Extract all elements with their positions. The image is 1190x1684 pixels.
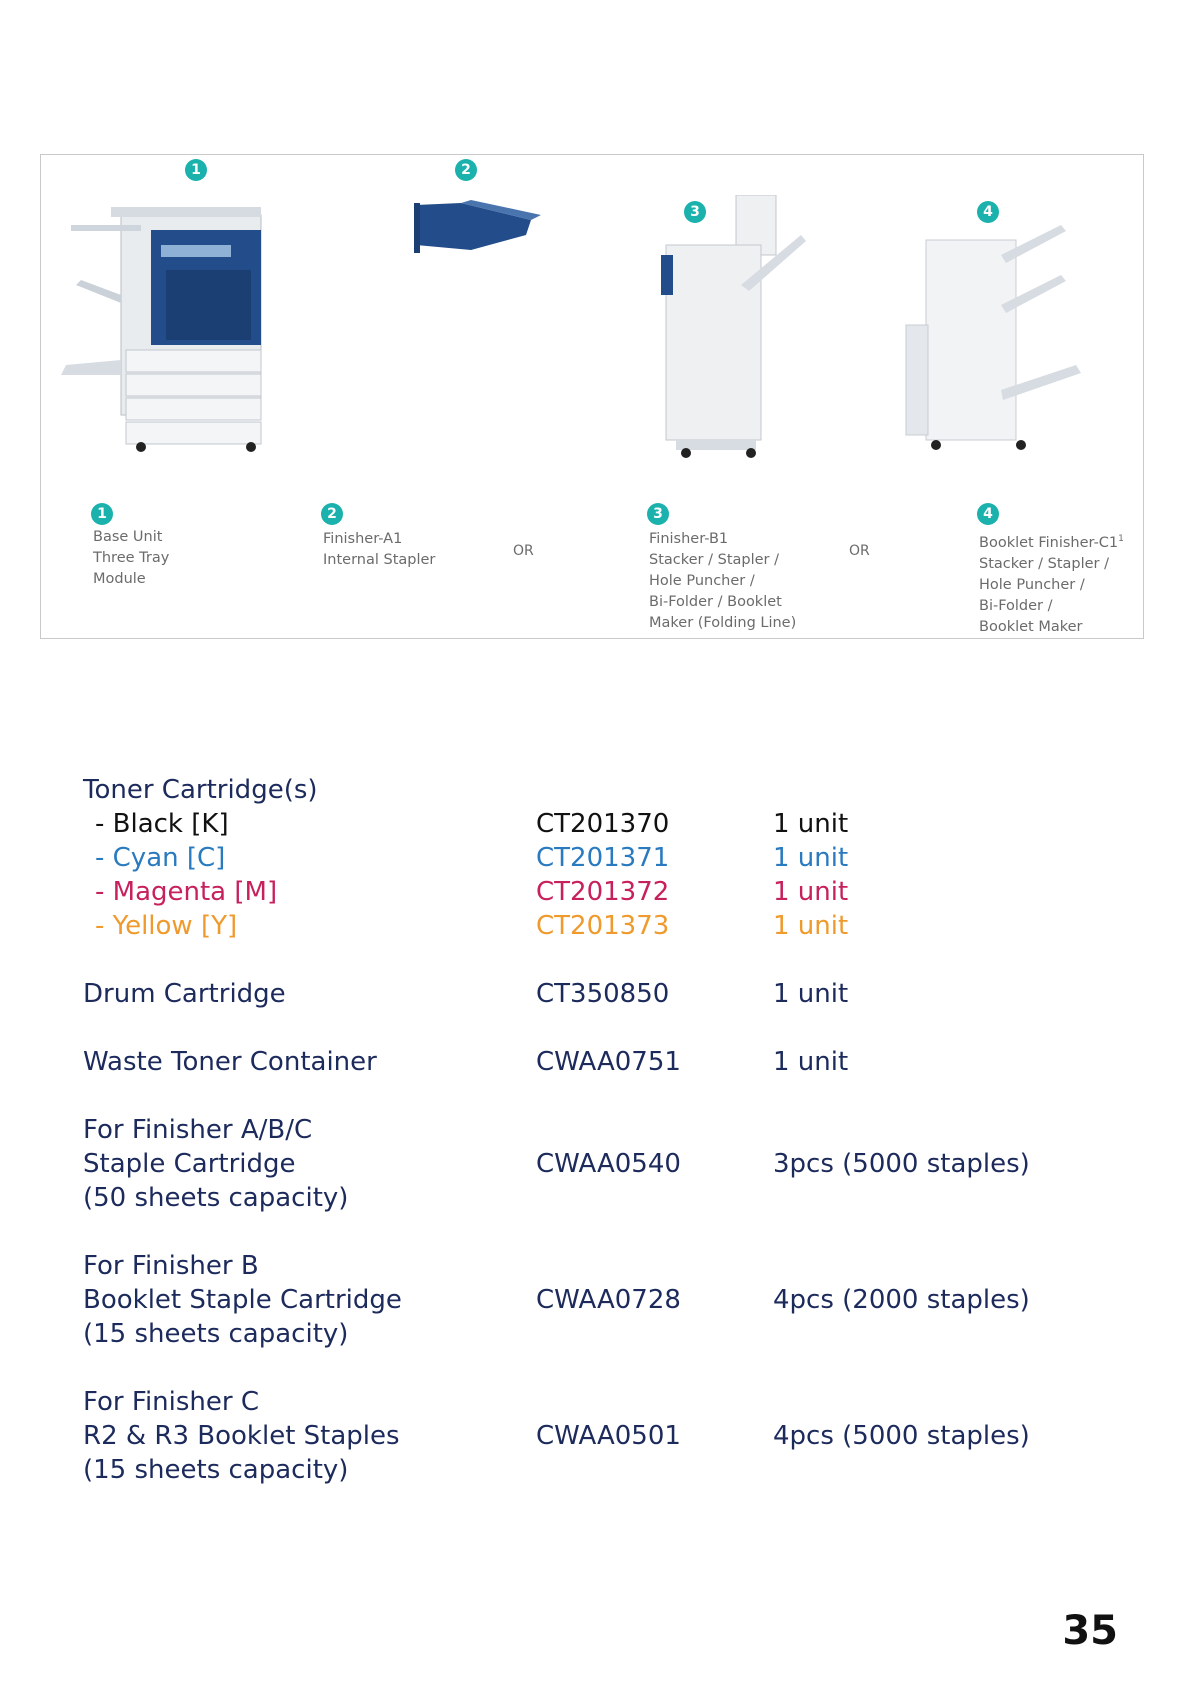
caption-line: Base Unit	[93, 529, 163, 545]
finisher-c1-illustration	[891, 215, 1091, 455]
staple-abc-label-line: For Finisher A/B/C	[83, 1115, 313, 1145]
finisher-a1-illustration	[411, 195, 551, 265]
drum-code: CT350850	[536, 979, 670, 1009]
page-number: 35	[1062, 1608, 1118, 1654]
staple-c-label-line: (15 sheets capacity)	[83, 1455, 349, 1485]
caption-footnote-mark: 1	[1118, 534, 1124, 544]
staple-abc-label-line: Staple Cartridge	[83, 1149, 296, 1179]
or-label-1: OR	[513, 543, 534, 559]
caption-base-unit	[93, 527, 169, 590]
toner-code: CT201373	[536, 911, 670, 941]
toner-label: - Cyan [C]	[95, 843, 226, 873]
caption-line: Hole Puncher /	[649, 573, 755, 589]
caption-title	[979, 529, 1124, 554]
marker-1-top: 1	[185, 159, 207, 181]
staple-b-code: CWAA0728	[536, 1285, 681, 1315]
staple-b-label-line: For Finisher B	[83, 1251, 259, 1281]
staple-b-label-line: Booklet Staple Cartridge	[83, 1285, 402, 1315]
caption-line: Finisher-B1	[649, 531, 729, 547]
drum-qty: 1 unit	[773, 979, 849, 1009]
marker-2-top: 2	[455, 159, 477, 181]
toner-code: CT201370	[536, 809, 670, 839]
staple-c-label-line: R2 & R3 Booklet Staples	[83, 1421, 400, 1451]
waste-label: Waste Toner Container	[83, 1047, 377, 1077]
options-figure	[40, 154, 1144, 639]
toner-heading: Toner Cartridge(s)	[83, 775, 318, 805]
toner-label: - Magenta [M]	[95, 877, 278, 907]
toner-label: - Black [K]	[95, 809, 229, 839]
toner-code: CT201371	[536, 843, 670, 873]
caption-title-text: Booklet Finisher-C1	[979, 534, 1119, 551]
staple-c-label-line: For Finisher C	[83, 1387, 260, 1417]
caption-finisher-a1	[323, 529, 435, 571]
caption-line: Stacker / Stapler /	[979, 555, 1109, 572]
staple-c-code: CWAA0501	[536, 1421, 681, 1451]
caption-line: Finisher-A1	[323, 531, 403, 547]
toner-qty: 1 unit	[773, 809, 849, 839]
staple-c-qty: 4pcs (5000 staples)	[773, 1421, 1030, 1451]
caption-line: Module	[93, 571, 146, 587]
drum-label: Drum Cartridge	[83, 979, 286, 1009]
staple-b-qty: 4pcs (2000 staples)	[773, 1285, 1030, 1315]
caption-line: Bi-Folder / Booklet	[649, 594, 782, 610]
toner-qty: 1 unit	[773, 843, 849, 873]
caption-line: Three Tray	[93, 550, 170, 566]
toner-label: - Yellow [Y]	[95, 911, 238, 941]
marker-2: 2	[321, 503, 343, 525]
marker-4-top: 4	[977, 201, 999, 223]
toner-qty: 1 unit	[773, 877, 849, 907]
caption-line: Bi-Folder /	[979, 597, 1053, 614]
caption-line: Booklet Maker	[979, 618, 1083, 635]
finisher-b1-illustration	[641, 195, 811, 465]
caption-line: Internal Stapler	[323, 552, 436, 568]
staple-b-label-line: (15 sheets capacity)	[83, 1319, 349, 1349]
caption-line: Stacker / Stapler /	[649, 552, 779, 568]
base-unit-illustration	[51, 185, 281, 455]
or-label-2: OR	[849, 543, 870, 559]
staple-abc-qty: 3pcs (5000 staples)	[773, 1149, 1030, 1179]
waste-qty: 1 unit	[773, 1047, 849, 1077]
staple-abc-code: CWAA0540	[536, 1149, 681, 1179]
caption-finisher-c1	[979, 529, 1124, 638]
toner-code: CT201372	[536, 877, 670, 907]
marker-3-top: 3	[684, 201, 706, 223]
toner-qty: 1 unit	[773, 911, 849, 941]
marker-4: 4	[977, 503, 999, 525]
waste-code: CWAA0751	[536, 1047, 681, 1077]
caption-line: Hole Puncher /	[979, 576, 1085, 593]
caption-line: Maker (Folding Line)	[649, 615, 797, 631]
marker-3: 3	[647, 503, 669, 525]
staple-abc-label-line: (50 sheets capacity)	[83, 1183, 349, 1213]
caption-finisher-b1	[649, 529, 796, 634]
marker-1: 1	[91, 503, 113, 525]
